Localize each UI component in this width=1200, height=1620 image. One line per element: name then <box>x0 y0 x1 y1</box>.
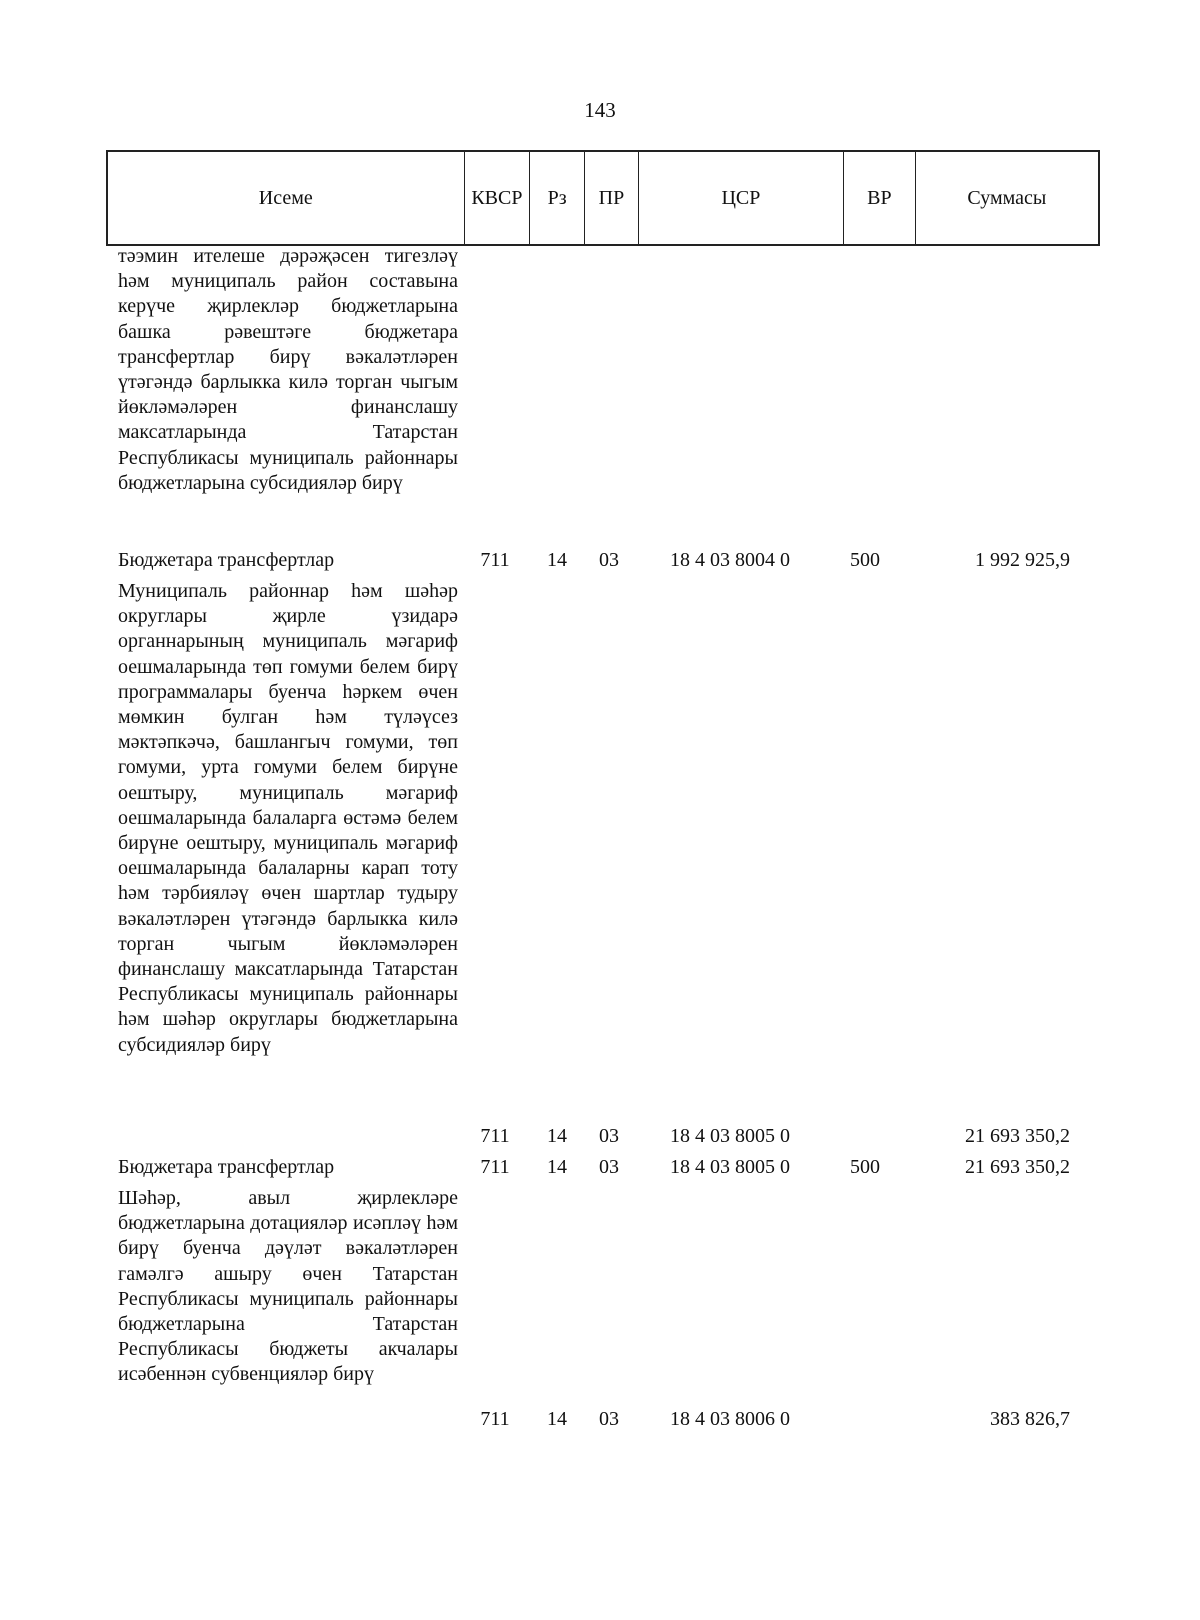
row-rz: 14 <box>547 549 567 571</box>
row-kvsr: 711 <box>480 549 510 571</box>
row-sum: 21 693 350,2 <box>965 1125 1070 1147</box>
row-kvsr: 711 <box>480 1156 510 1178</box>
row-vr: 500 <box>850 549 880 571</box>
row-rz: 14 <box>547 1125 567 1147</box>
row-name: Бюджетара трансфертлар <box>118 1156 335 1178</box>
row-pr: 03 <box>599 1408 619 1430</box>
row-name: Муниципаль районнар һәм шәһәр округлары җирле үзидарә органнарының муниципаль мәгариф оешмаларында төп гомуми белем бирү программалары буенча һәркем өчен мөмкин булган һәм түләүсез мәктәпкәчә, башлангыч гомуми, төп гомуми, урта гомуми белем бирүне оештыру, муниципаль мәгариф оешмаларында балаларга өстәмә белем бирүне оештыру, муниципаль мәгариф оешмаларында балаларны карап тоту һәм тәрбияләү өчен шартлар тудыру вәкаләтләрен үтәгәндә барлыкка килә торган чыгым йөкләмәләрен финанслашу максатларында Татарстан Республикасы муниципаль районнары һәм шәһәр округлары бюджетларына субсидияләр бирү <box>118 580 458 1056</box>
row-csr: 18 4 03 8006 0 <box>670 1408 790 1430</box>
row-csr: 18 4 03 8004 0 <box>670 549 790 571</box>
header-name: Исеме <box>108 152 465 244</box>
row-name: Бюджетара трансфертлар <box>118 549 335 571</box>
row-pr: 03 <box>599 1125 619 1147</box>
row-csr: 18 4 03 8005 0 <box>670 1125 790 1147</box>
row-name: тәэмин ителеше дәрәҗәсен тигезләү һәм муниципаль район составына керүче җирлекләр бюджетларына башка рәвештәге бюджетара трансфертлар бирү вәкаләтләрен үтәгәндә барлыкка килә торган чыгым йөкләмәләрен финанслашу максатларында Татарстан Республикасы муниципаль районнары бюджетларына субсидияләр бирү <box>118 245 458 494</box>
row-sum: 383 826,7 <box>990 1408 1070 1430</box>
row-rz: 14 <box>547 1156 567 1178</box>
row-vr: 500 <box>850 1156 880 1178</box>
row-csr: 18 4 03 8005 0 <box>670 1156 790 1178</box>
row-pr: 03 <box>599 549 619 571</box>
row-name: Шәһәр, авыл җирлекләре бюджетларына дотацияләр исәпләү һәм бирү буенча дәүләт вәкаләтләрен гамәлгә ашыру өчен Татарстан Республикасы муниципаль районнары бюджетларына Татарстан Республикасы бюджеты акчалары исәбеннән субвенцияләр бирү <box>118 1187 458 1386</box>
row-kvsr: 711 <box>480 1125 510 1147</box>
row-pr: 03 <box>599 1156 619 1178</box>
header-kvsr: КВСР <box>465 152 531 244</box>
row-kvsr: 711 <box>480 1408 510 1430</box>
page-number: 143 <box>584 98 616 122</box>
row-sum: 1 992 925,9 <box>975 549 1070 571</box>
header-sum: Суммасы <box>967 186 1047 209</box>
row-sum: 21 693 350,2 <box>965 1156 1070 1178</box>
row-rz: 14 <box>547 1408 567 1430</box>
header-vr: ВР <box>844 152 916 244</box>
header-csr: ЦСР <box>639 152 844 244</box>
header-pr: ПР <box>585 152 639 244</box>
header-rz: Рз <box>530 152 585 244</box>
